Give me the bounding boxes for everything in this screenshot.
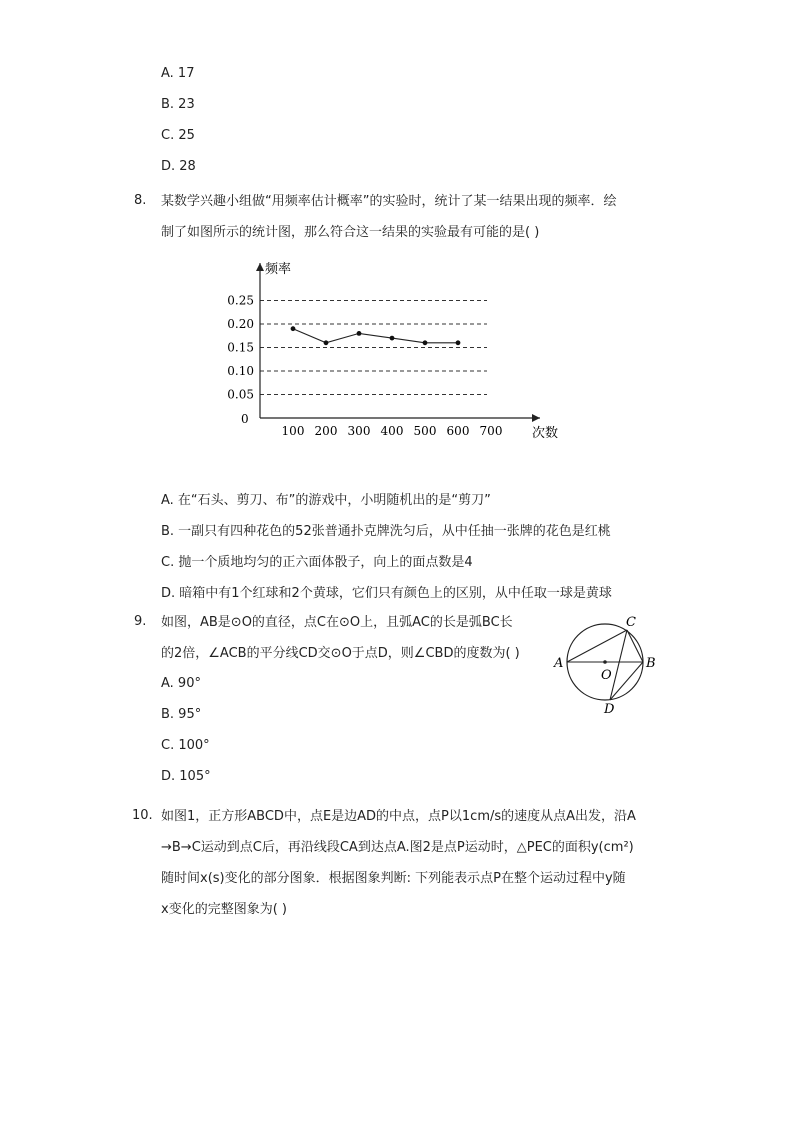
data-point: [456, 340, 461, 345]
q8-option-a: A. 在“石头、剪刀、布”的游戏中，小明随机出的是“剪刀”: [161, 493, 491, 508]
y-tick-label: 0.15: [227, 340, 254, 355]
q9-option-b: B. 95°: [161, 707, 202, 722]
y-axis-arrow: [256, 263, 264, 271]
chart-tick-labels: [227, 294, 502, 439]
x-tick-label: 100: [281, 424, 305, 438]
data-point: [357, 331, 362, 336]
q9-text-line2: 的2倍，∠ACB的平分线CD交⊙O于点D，则∠CBD的度数为( ): [161, 646, 520, 661]
data-point: [390, 336, 395, 341]
x-axis-arrow: [532, 414, 540, 422]
data-point: [324, 340, 329, 345]
data-point: [291, 326, 296, 331]
q7-option-d: D. 28: [161, 159, 196, 174]
chart-origin-label: 0: [241, 412, 249, 426]
q8-text-line1: 某数学兴趣小组做“用频率估计概率”的实验时，统计了某一结果出现的频率．绘: [161, 194, 617, 209]
chart-y-label: 频率: [265, 262, 292, 277]
segment-ac: [567, 630, 627, 662]
label-c: C: [626, 615, 636, 630]
q7-option-b: B. 23: [161, 97, 195, 112]
y-tick-label: 0.10: [227, 364, 254, 378]
q9-option-d: D. 105°: [161, 769, 211, 784]
q10-text-line1: 如图1，正方形ABCD中，点E是边AD的中点，点P以1cm/s的速度从点A出发，沿A: [161, 809, 636, 824]
x-tick-label: 200: [314, 424, 338, 438]
label-b: B: [646, 656, 656, 671]
q8-option-b: B. 一副只有四种花色的52张普通扑克牌洗匀后，从中任抽一张牌的花色是红桃: [161, 524, 611, 539]
q7-option-c: C. 25: [161, 128, 195, 143]
q9-text-line1: 如图，AB是⊙O的直径，点C在⊙O上，且弧AC的长是弧BC长: [161, 615, 513, 630]
data-point: [423, 340, 428, 345]
center-point-o: [603, 660, 607, 664]
series-line: [293, 329, 458, 343]
y-tick-label: 0.25: [227, 293, 254, 308]
chart-series: [291, 326, 461, 345]
frequency-line-chart: [225, 255, 570, 445]
label-a: A: [554, 656, 564, 671]
y-tick-label: 0.05: [227, 387, 254, 402]
circle-geometry-figure: [552, 612, 662, 716]
q10-text-line2: →B→C运动到点C后，再沿线段CA到达点A.图2是点P运动时，△PEC的面积y(cm²): [161, 840, 634, 855]
q8-text-line2: 制了如图所示的统计图，那么符合这一结果的实验最有可能的是( ): [161, 225, 540, 240]
q9-option-a: A. 90°: [161, 676, 201, 691]
q9-number: 9.: [134, 614, 147, 629]
q9-option-c: C. 100°: [161, 738, 210, 753]
y-tick-label: 0.20: [227, 317, 254, 331]
chart-x-label: 次数: [532, 426, 559, 441]
chart-axes: [256, 263, 540, 422]
x-tick-label: 400: [380, 424, 404, 438]
x-tick-label: 700: [479, 424, 503, 438]
label-o: O: [601, 668, 612, 683]
x-tick-label: 500: [413, 424, 437, 438]
q8-option-d: D. 暗箱中有1个红球和2个黄球，它们只有颜色上的区别，从中任取一球是黄球: [161, 586, 612, 601]
chart-grid: [260, 301, 487, 395]
segment-cb: [627, 630, 643, 662]
q8-number: 8.: [134, 193, 147, 208]
label-d: D: [604, 702, 615, 716]
q10-text-line3: 随时间x(s)变化的部分图象．根据图象判断: 下列能表示点P在整个运动过程中y随: [161, 871, 626, 886]
q7-option-a: A. 17: [161, 66, 195, 81]
q8-option-c: C. 抛一个质地均匀的正六面体骰子，向上的面点数是4: [161, 555, 473, 570]
q10-text-line4: x变化的完整图象为( ): [161, 902, 287, 917]
x-tick-label: 600: [446, 424, 470, 438]
x-tick-label: 300: [347, 424, 371, 438]
q10-number: 10.: [132, 808, 153, 823]
